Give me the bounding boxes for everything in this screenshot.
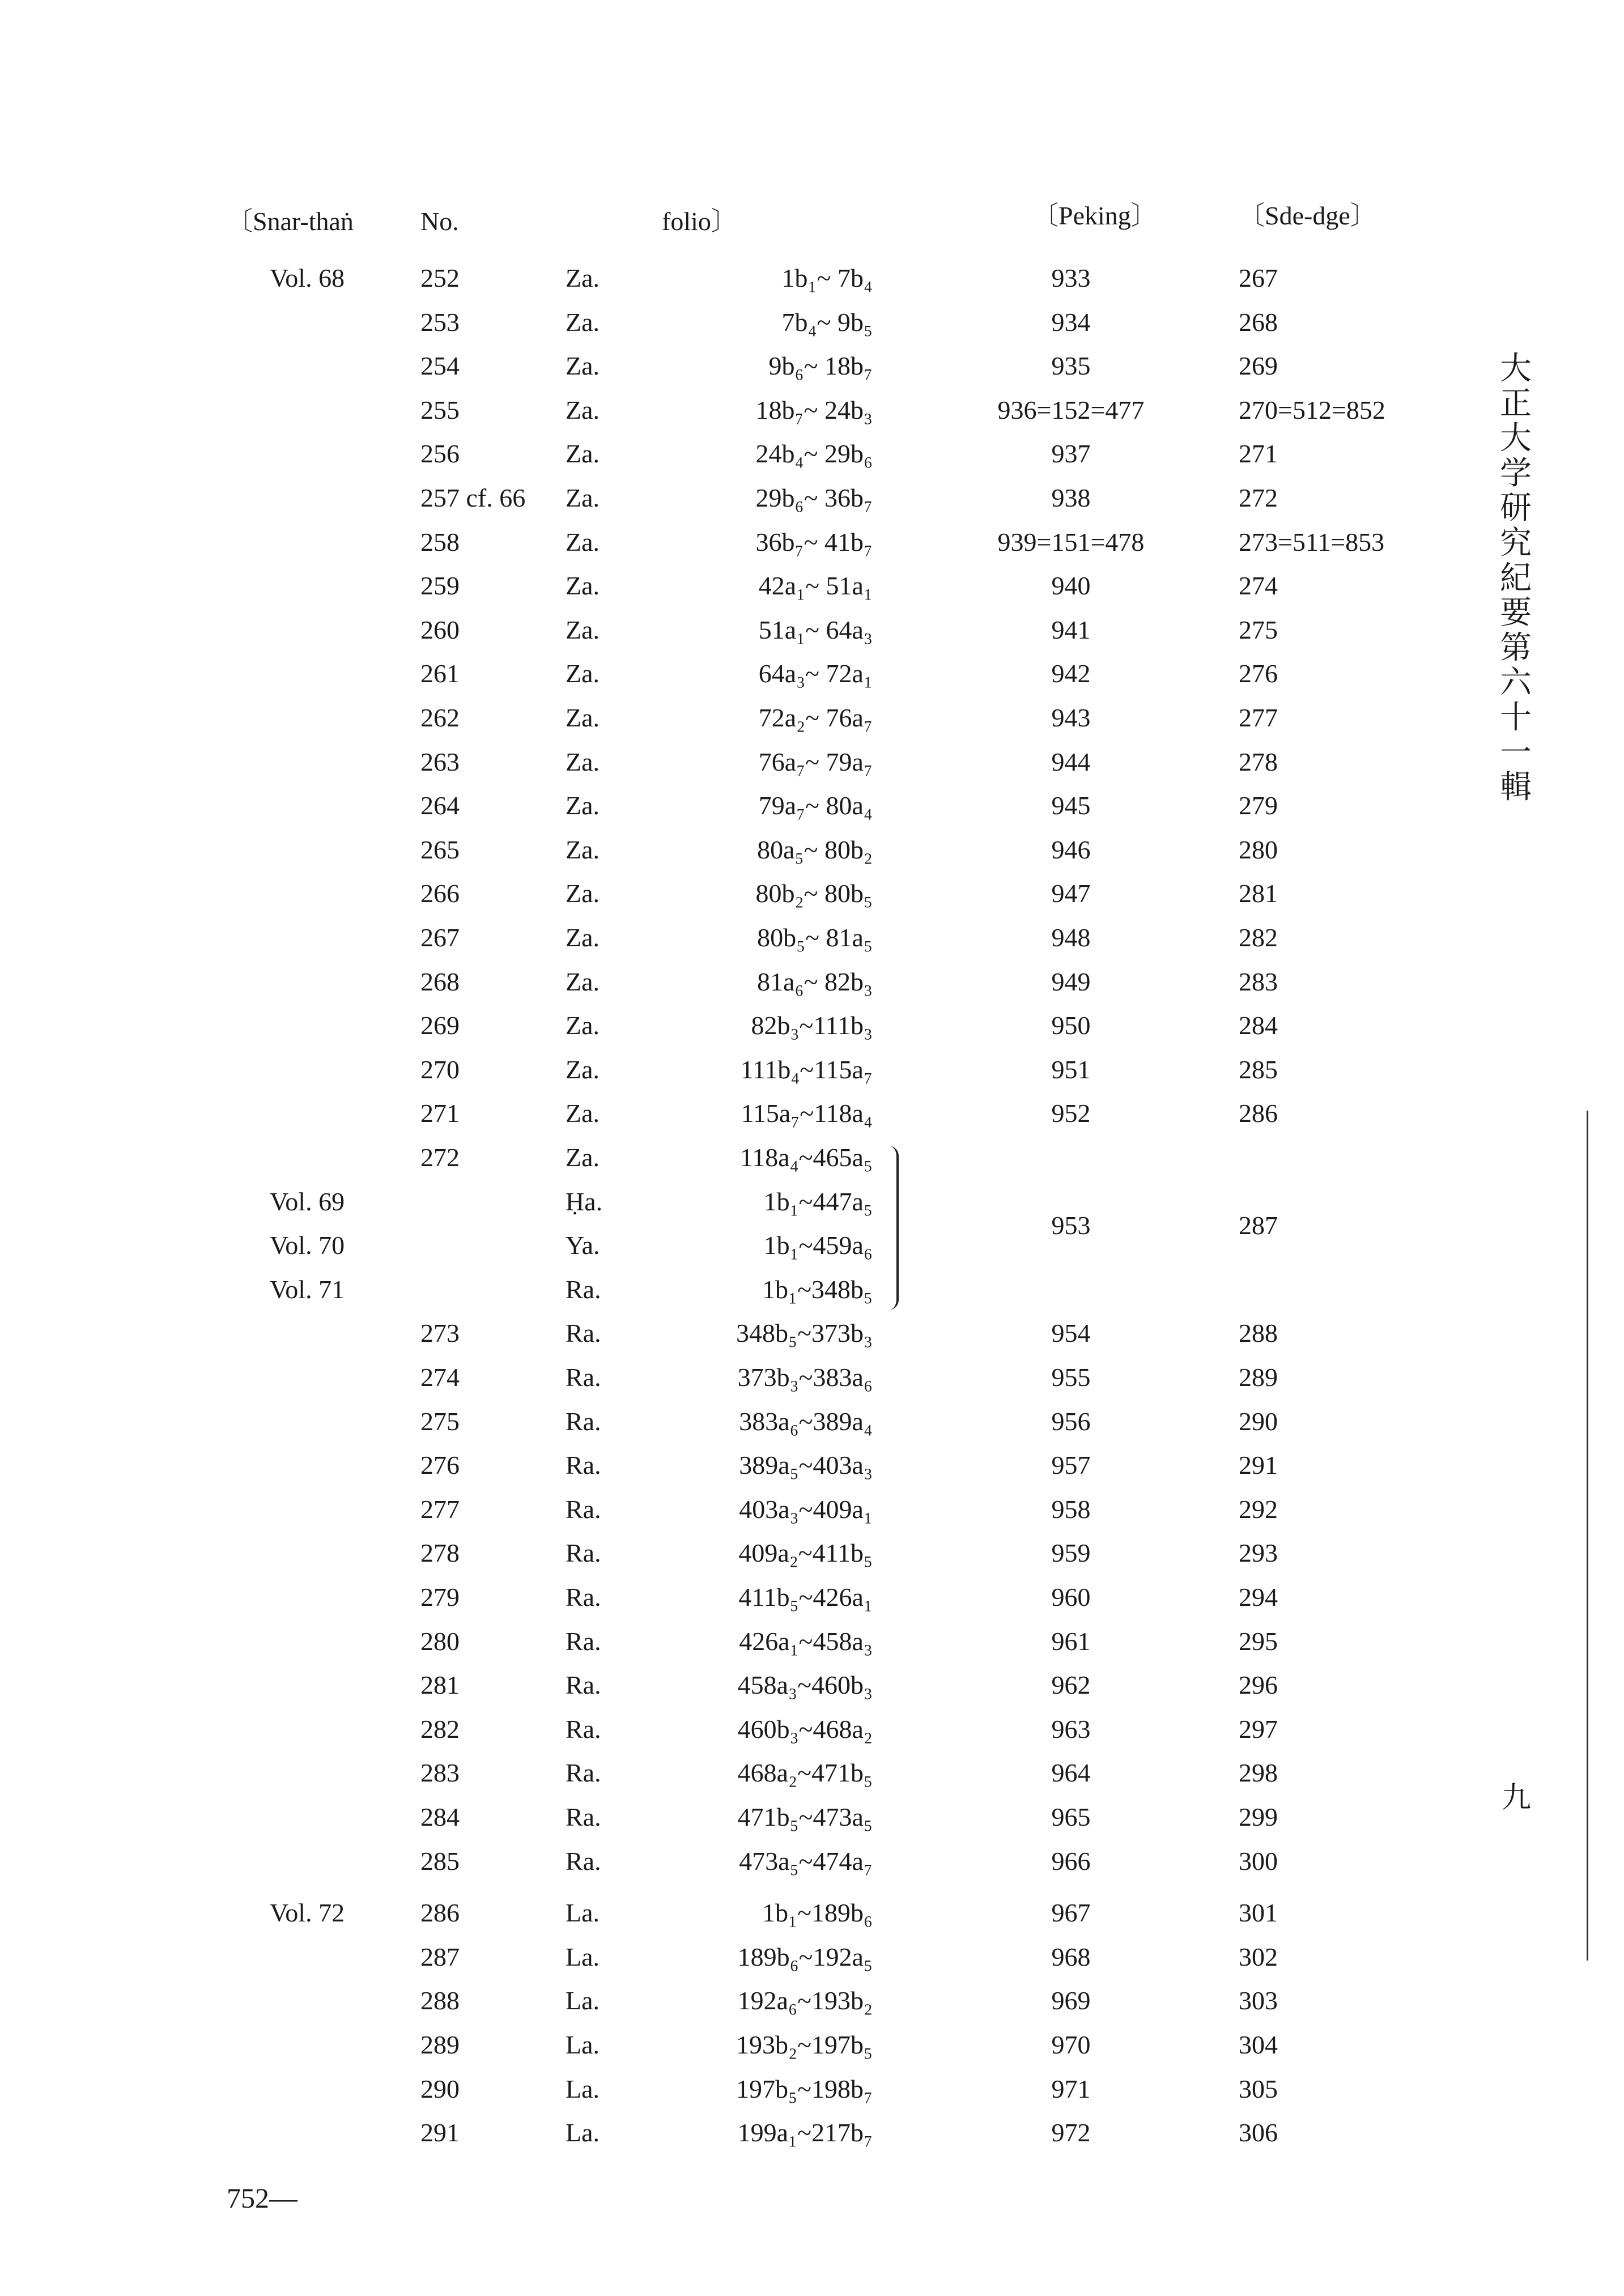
cell-folio: 468a₂~471b₅: [737, 1758, 873, 1787]
cell-peking: 955: [1051, 1363, 1091, 1392]
group-sdedge: 287: [1239, 1211, 1278, 1240]
cell-peking: 966: [1051, 1847, 1091, 1876]
cell-folio: 81a₆~ 82b₃: [757, 967, 873, 996]
cell-sdedge: 295: [1239, 1627, 1278, 1656]
cell-sec: Ra.: [566, 1627, 601, 1656]
cell-sdedge: 283: [1239, 967, 1278, 996]
cell-folio: 29b₆~ 36b₇: [755, 483, 873, 512]
cell-peking: 945: [1051, 791, 1091, 820]
cell-peking: 957: [1051, 1451, 1091, 1479]
cell-sdedge: 296: [1239, 1670, 1278, 1699]
cell-no: 287: [420, 1942, 460, 1971]
cell-sdedge: 269: [1239, 351, 1278, 380]
cell-sec: Za.: [566, 1055, 600, 1084]
cell-folio: 1b₁~348b₅: [762, 1275, 873, 1304]
cell-sec: Za.: [566, 439, 600, 468]
cell-sec: Ra.: [566, 1670, 601, 1699]
cell-no: 281: [420, 1670, 460, 1699]
cell-sdedge: 290: [1239, 1407, 1278, 1436]
cell-folio: 51a₁~ 64a₃: [758, 615, 873, 644]
cell-sec: Ra.: [566, 1715, 601, 1744]
cell-sdedge: 276: [1239, 659, 1278, 688]
cell-no: 253: [420, 308, 460, 337]
cell-folio: 36b₇~ 41b₇: [755, 528, 873, 556]
cell-peking: 954: [1051, 1319, 1091, 1347]
cell-sdedge: 267: [1239, 263, 1278, 292]
cell-folio: 426a₁~458a₃: [739, 1627, 873, 1656]
cell-sec: La.: [566, 2074, 600, 2103]
page-number: 752—: [227, 2182, 297, 2214]
cell-folio: 1b₁~459a₆: [763, 1231, 873, 1260]
cell-sdedge: 286: [1239, 1099, 1278, 1128]
cell-no: 282: [420, 1715, 460, 1744]
cell-folio: 76a₇~ 79a₇: [758, 747, 873, 776]
cell-sec: Za.: [566, 703, 600, 732]
cell-sdedge: 293: [1239, 1538, 1278, 1567]
cell-no: 262: [420, 703, 460, 732]
cell-no: 265: [420, 835, 460, 864]
cell-no: 280: [420, 1627, 460, 1656]
cell-sec: Za.: [566, 835, 600, 864]
cell-sec: Ra.: [566, 1407, 601, 1436]
cell-no: 257 cf. 66: [420, 483, 526, 512]
cell-sec: Za.: [566, 571, 600, 600]
cell-folio: 18b₇~ 24b₃: [755, 396, 873, 424]
cell-no: 268: [420, 967, 460, 996]
cell-folio: 118a₄~465a₅: [739, 1143, 873, 1172]
cell-no: 274: [420, 1363, 460, 1392]
cell-peking: 968: [1051, 1942, 1091, 1971]
cell-sec: Za.: [566, 791, 600, 820]
cell-no: 272: [420, 1143, 460, 1172]
cell-sec: Za.: [566, 396, 600, 424]
cell-peking: 971: [1051, 2074, 1091, 2103]
cell-no: 289: [420, 2030, 460, 2059]
cell-sdedge: 273=511=853: [1239, 528, 1385, 556]
cell-peking: 941: [1051, 615, 1091, 644]
header-snar-than: 〔Snar-thaṅ: [227, 207, 354, 236]
cell-folio: 80b₂~ 80b₅: [755, 879, 873, 908]
cell-sdedge: 282: [1239, 923, 1278, 952]
cell-folio: 471b₅~473a₅: [737, 1802, 873, 1831]
cell-sdedge: 289: [1239, 1363, 1278, 1392]
cell-peking: 967: [1051, 1898, 1091, 1927]
cell-sec: Ra.: [566, 1538, 601, 1567]
cell-no: 290: [420, 2074, 460, 2103]
header-folio: folio〕: [662, 207, 737, 236]
cell-no: 255: [420, 396, 460, 424]
cell-no: 273: [420, 1319, 460, 1347]
cell-peking: 948: [1051, 923, 1091, 952]
cell-peking: 972: [1051, 2118, 1091, 2147]
cell-folio: 403a₃~409a₁: [739, 1495, 873, 1524]
cell-sdedge: 297: [1239, 1715, 1278, 1744]
cell-peking: 960: [1051, 1583, 1091, 1612]
cell-peking: 965: [1051, 1802, 1091, 1831]
cell-folio: 409a₂~411b₅: [738, 1538, 873, 1567]
cell-folio: 189b₆~192a₅: [737, 1942, 873, 1971]
cell-folio: 24b₄~ 29b₆: [755, 439, 873, 468]
cell-folio: 192a₆~193b₂: [737, 1986, 873, 2015]
cell-sec: Ra.: [566, 1802, 601, 1831]
cell-sec: Za.: [566, 308, 600, 337]
cell-peking: 940: [1051, 571, 1091, 600]
cell-sec: Za.: [566, 659, 600, 688]
journal-title-vertical: 大正大学研究紀要第六十一輯: [1500, 350, 1532, 806]
cell-sdedge: 300: [1239, 1847, 1278, 1876]
cell-peking: 951: [1051, 1055, 1091, 1084]
cell-sdedge: 306: [1239, 2118, 1278, 2147]
margin-rule: [1587, 1111, 1588, 1961]
cell-folio: 7b₄~ 9b₅: [781, 308, 873, 337]
cell-folio: 1b₁~ 7b₄: [781, 263, 873, 292]
cell-vol: Vol. 71: [270, 1275, 345, 1304]
cell-no: 259: [420, 571, 460, 600]
cell-no: 263: [420, 747, 460, 776]
cell-no: 267: [420, 923, 460, 952]
cell-sdedge: 278: [1239, 747, 1278, 776]
cell-no: 277: [420, 1495, 460, 1524]
cell-folio: 1b₁~447a₅: [763, 1187, 873, 1216]
cell-sec: Ra.: [566, 1758, 601, 1787]
cell-sdedge: 279: [1239, 791, 1278, 820]
cell-no: 284: [420, 1802, 460, 1831]
cell-sec: La.: [566, 1942, 600, 1971]
cell-sdedge: 299: [1239, 1802, 1278, 1831]
cell-sdedge: 298: [1239, 1758, 1278, 1787]
cell-folio: 389a₅~403a₃: [739, 1451, 873, 1479]
cell-no: 266: [420, 879, 460, 908]
cell-sec: Ra.: [566, 1319, 601, 1347]
cell-sec: Za.: [566, 1011, 600, 1040]
cell-vol: Vol. 69: [270, 1187, 345, 1216]
cell-no: 285: [420, 1847, 460, 1876]
cell-no: 276: [420, 1451, 460, 1479]
group-peking: 953: [1051, 1211, 1091, 1240]
cell-folio: 79a₇~ 80a₄: [758, 791, 873, 820]
cell-vol: Vol. 70: [270, 1231, 345, 1260]
cell-peking: 934: [1051, 308, 1091, 337]
cell-no: 260: [420, 615, 460, 644]
cell-sdedge: 305: [1239, 2074, 1278, 2103]
cell-folio: 72a₂~ 76a₇: [758, 703, 873, 732]
cell-peking: 952: [1051, 1099, 1091, 1128]
cell-folio: 373b₃~383a₆: [737, 1363, 873, 1392]
cell-no: 275: [420, 1407, 460, 1436]
cell-sec: Za.: [566, 528, 600, 556]
cell-folio: 80a₅~ 80b₂: [757, 835, 873, 864]
cell-no: 283: [420, 1758, 460, 1787]
cell-peking: 959: [1051, 1538, 1091, 1567]
cell-peking: 942: [1051, 659, 1091, 688]
cell-sec: Za.: [566, 483, 600, 512]
cell-sec: Ya.: [566, 1231, 600, 1260]
cell-sec: Za.: [566, 351, 600, 380]
cell-peking: 937: [1051, 439, 1091, 468]
cell-no: 264: [420, 791, 460, 820]
cell-sec: Ra.: [566, 1583, 601, 1612]
cell-sec: Za.: [566, 923, 600, 952]
cell-no: 256: [420, 439, 460, 468]
cell-sdedge: 288: [1239, 1319, 1278, 1347]
cell-no: 291: [420, 2118, 460, 2147]
cell-peking: 947: [1051, 879, 1091, 908]
cell-peking: 963: [1051, 1715, 1091, 1744]
cell-sdedge: 271: [1239, 439, 1278, 468]
group-brace: [887, 1146, 899, 1310]
cell-folio: 197b₅~198b₇: [736, 2074, 873, 2103]
cell-sec: Ra.: [566, 1275, 601, 1304]
cell-peking: 944: [1051, 747, 1091, 776]
cell-no: 288: [420, 1986, 460, 2015]
cell-sec: La.: [566, 1898, 600, 1927]
cell-peking: 970: [1051, 2030, 1091, 2059]
cell-peking: 956: [1051, 1407, 1091, 1436]
cell-peking: 961: [1051, 1627, 1091, 1656]
cell-sdedge: 270=512=852: [1239, 396, 1385, 424]
cell-sec: Ra.: [566, 1451, 601, 1479]
cell-folio: 460b₃~468a₂: [737, 1715, 873, 1744]
cell-sec: Za.: [566, 263, 600, 292]
cell-sdedge: 285: [1239, 1055, 1278, 1084]
cell-no: 258: [420, 528, 460, 556]
cell-no: 252: [420, 263, 460, 292]
cell-peking: 938: [1051, 483, 1091, 512]
cell-folio: 1b₁~189b₆: [762, 1898, 873, 1927]
cell-sdedge: 302: [1239, 1942, 1278, 1971]
cell-sec: Za.: [566, 615, 600, 644]
header-sdedge: 〔Sde-dge〕: [1239, 201, 1376, 230]
cell-no: 286: [420, 1898, 460, 1927]
cell-peking: 936=152=477: [997, 396, 1145, 424]
cell-folio: 411b₅~426a₁: [738, 1583, 873, 1612]
cell-sec: Za.: [566, 967, 600, 996]
cell-folio: 82b₃~111b₃: [751, 1011, 873, 1040]
cell-no: 269: [420, 1011, 460, 1040]
page-number-kanji: 九: [1502, 1781, 1532, 1815]
cell-sdedge: 284: [1239, 1011, 1278, 1040]
header-no: No.: [420, 207, 459, 236]
cell-sdedge: 291: [1239, 1451, 1278, 1479]
cell-sdedge: 277: [1239, 703, 1278, 732]
cell-sdedge: 275: [1239, 615, 1278, 644]
cell-sec: La.: [566, 2118, 600, 2147]
cell-folio: 64a₃~ 72a₁: [758, 659, 873, 688]
cell-peking: 964: [1051, 1758, 1091, 1787]
cell-sdedge: 281: [1239, 879, 1278, 908]
cell-sdedge: 268: [1239, 308, 1278, 337]
cell-sdedge: 292: [1239, 1495, 1278, 1524]
cell-folio: 473a₅~474a₇: [739, 1847, 873, 1876]
cell-sec: Ra.: [566, 1363, 601, 1392]
cell-folio: 9b₆~ 18b₇: [768, 351, 873, 380]
cell-sdedge: 272: [1239, 483, 1278, 512]
cell-folio: 199a₁~217b₇: [737, 2118, 873, 2147]
cell-no: 261: [420, 659, 460, 688]
cell-sec: La.: [566, 1986, 600, 2015]
cell-peking: 949: [1051, 967, 1091, 996]
cell-folio: 80b₅~ 81a₅: [757, 923, 873, 952]
cell-folio: 383a₆~389a₄: [739, 1407, 873, 1436]
cell-peking: 939=151=478: [997, 528, 1145, 556]
cell-no: 271: [420, 1099, 460, 1128]
cell-sec: Za.: [566, 1099, 600, 1128]
cell-sec: La.: [566, 2030, 600, 2059]
cell-sdedge: 294: [1239, 1583, 1278, 1612]
cell-vol: Vol. 68: [270, 263, 345, 292]
cell-sec: Za.: [566, 1143, 600, 1172]
cell-folio: 193b₂~197b₅: [736, 2030, 873, 2059]
cell-folio: 42a₁~ 51a₁: [758, 571, 873, 600]
cell-vol: Vol. 72: [270, 1898, 345, 1927]
cell-no: 279: [420, 1583, 460, 1612]
cell-folio: 115a₇~118a₄: [741, 1099, 873, 1128]
cell-peking: 962: [1051, 1670, 1091, 1699]
cell-peking: 943: [1051, 703, 1091, 732]
cell-sdedge: 274: [1239, 571, 1278, 600]
cell-sec: Ra.: [566, 1495, 601, 1524]
cell-sdedge: 304: [1239, 2030, 1278, 2059]
cell-peking: 946: [1051, 835, 1091, 864]
cell-no: 254: [420, 351, 460, 380]
cell-peking: 950: [1051, 1011, 1091, 1040]
cell-sec: Za.: [566, 747, 600, 776]
cell-sec: Ra.: [566, 1847, 601, 1876]
cell-sec: Ḥa.: [566, 1187, 603, 1216]
cell-peking: 969: [1051, 1986, 1091, 2015]
header-peking: 〔Peking〕: [1032, 201, 1157, 230]
cell-sdedge: 303: [1239, 1986, 1278, 2015]
cell-sdedge: 301: [1239, 1898, 1278, 1927]
cell-sec: Za.: [566, 879, 600, 908]
cell-no: 278: [420, 1538, 460, 1567]
cell-folio: 348b₅~373b₃: [736, 1319, 873, 1347]
cell-peking: 958: [1051, 1495, 1091, 1524]
cell-folio: 458a₃~460b₃: [737, 1670, 873, 1699]
cell-no: 270: [420, 1055, 460, 1084]
cell-peking: 935: [1051, 351, 1091, 380]
cell-folio: 111b₄~115a₇: [740, 1055, 873, 1084]
cell-peking: 933: [1051, 263, 1091, 292]
cell-sdedge: 280: [1239, 835, 1278, 864]
